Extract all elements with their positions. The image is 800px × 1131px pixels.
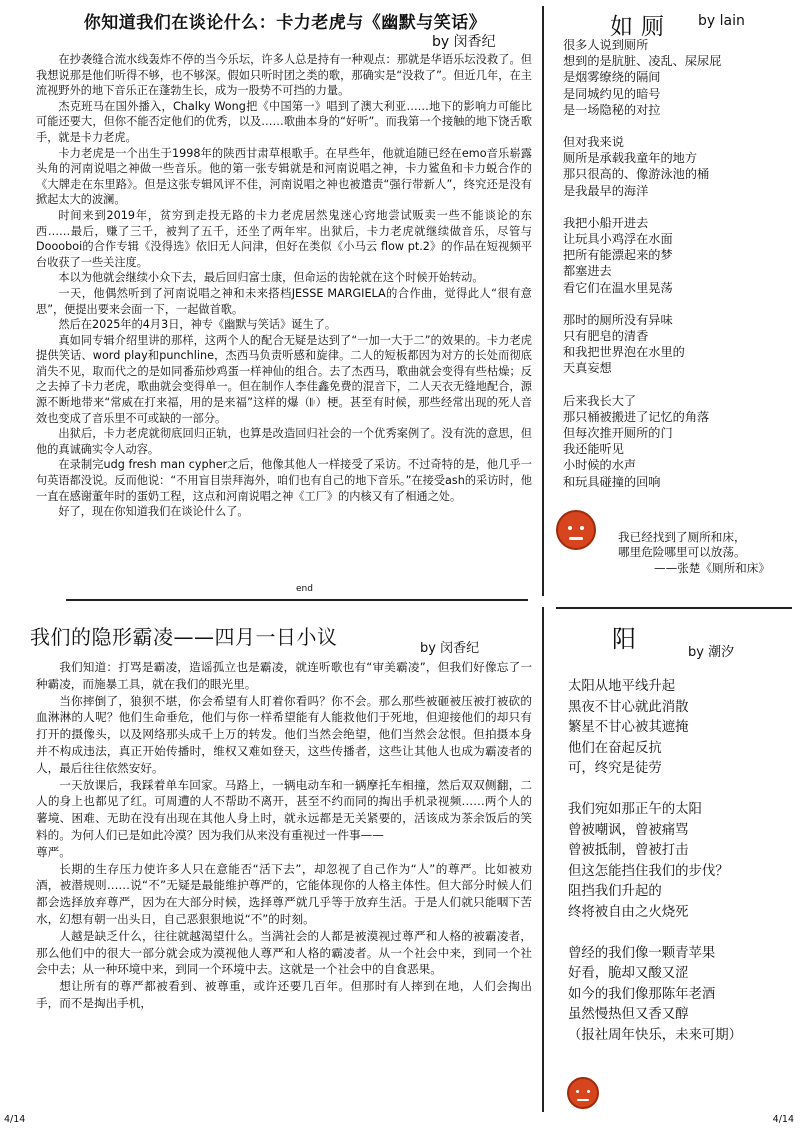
paragraph: 当你摔倒了，狼狈不堪，你会希望有人盯着你看吗？你不会。那么那些被砸被压被打被砍的血淋淋的人呢？他们生命垂危，他们与你一样希望能有人能救他们于死地，但迎接他们的却只有打开的摄像头，以及网络那头成千上万的转发。他们当然会绝望，他们当然会忿恨。但拍摄本身并不构成违法，真正开始传播时，维权又难如登天，这些传播者，这些让其他人也成为霸凌者的人，最后往往依然安好。 [36, 693, 532, 775]
poem1-body [563, 37, 795, 490]
poem-line: 但每次推开厕所的门 [563, 426, 673, 441]
poem-line: 和玩具碰撞的回响 [563, 474, 661, 489]
poem1-byline: by lain [698, 13, 745, 29]
paragraph: 好了，现在你知道我们在谈论什么了。 [58, 505, 249, 519]
poem-line: 我们宛如那正午的太阳 [568, 801, 702, 817]
poem-line: 是同城约见的暗号 [563, 86, 661, 101]
article1-byline: by 闵香纪 [432, 34, 496, 50]
quote-line: ——张楚《厕所和床》 [654, 560, 770, 575]
poem-line: （报社周年快乐，未来可期） [568, 1027, 743, 1043]
article1-title: 你知道我们在谈论什么：卡力老虎与《幽默与笑话》 [83, 13, 487, 33]
page-number-right: 4/14 [772, 1114, 794, 1125]
poem-line: 终将被自由之火烧死 [568, 904, 689, 920]
poem2-title: 阳 [612, 625, 636, 653]
article1-body [36, 52, 532, 520]
article2-byline: by 闵香纪 [420, 641, 480, 656]
poem-line: 只有肥皂的清香 [563, 329, 649, 344]
poem-line: 我还能听见 [563, 442, 624, 457]
article2-title: 我们的隐形霸凌——四月一日小议 [30, 625, 338, 649]
poem-line: 把所有能漂起来的梦 [563, 248, 673, 263]
poem-line: 想到的是肮脏、凌乱、屎尿屁 [563, 54, 722, 69]
poem-line: 曾经的我们像一颗青苹果 [568, 945, 716, 961]
poem1-title: 如厕 [610, 14, 672, 40]
poem-line: 黑夜不甘心就此消散 [568, 699, 689, 715]
poem-line: 都塞进去 [563, 264, 612, 279]
poem-line: 但对我来说 [563, 135, 624, 150]
stanza [563, 393, 795, 490]
poem-line: 那只桶被搬进了记忆的角落 [563, 409, 710, 424]
poem-line: 天真妄想 [563, 361, 612, 376]
poem-line: 那只很高的、像游泳池的桶 [563, 167, 710, 182]
poem-line: 让玩具小鸡浮在水面 [563, 232, 673, 247]
paragraph: 时间来到2019年，贫穷到走投无路的卡力老虎居然鬼迷心窍地尝试贩卖一些不能谈论的东西……最后，赚了三千，被判了五千，还坐了两年牢。出狱后，卡力老虎就继续做音乐，尽管与Doooboi的合作专辑《没得选》依旧无人问津，但好在类似《小马云 flow pt.2》的作品在短视频平台收获了一些关注度。 [36, 208, 532, 269]
poem-line: 但这怎能挡住我们的步伐？ [568, 863, 729, 879]
poem-line: 后来我长大了 [563, 393, 637, 408]
poem-line: 繁星不甘心被其遮掩 [568, 720, 689, 736]
poem-line: 他们在奋起反抗 [568, 740, 662, 756]
poem-line: 小时候的水声 [563, 458, 637, 473]
poem-line: 阻挡我们升起的 [568, 884, 662, 900]
poem2-byline: by 潮汐 [688, 645, 735, 660]
paragraph: 我们知道：打骂是霸凌，造谣孤立也是霸凌，就连听歌也有“审美霸凌”，但我们好像忘了一种霸凌，而施暴工具，就在我们的眼光里。 [36, 660, 532, 691]
poem-line: 厕所是承载我童年的地方 [563, 151, 698, 166]
poem-line: 和我把世界泡在水里的 [563, 345, 685, 360]
poem-line: 是一场隐秘的对拉 [563, 102, 661, 117]
quote-line: 哪里危险哪里可以放荡。 [618, 545, 746, 560]
paragraph: 真如同专辑介绍里讲的那样，这两个人的配合无疑是达到了“一加一大于二”的效果的。卡力老虎提供笑话、word play和punchline，杰西马负责听感和旋律。二人的短板都因为对方的长处而彻底消失不见，取而代之的是如同番茄炒鸡蛋一样神仙的组合。去了杰西马，歌曲就会变得有些枯燥；反之去掉了卡力老虎，歌曲就会变得单一。但在制作人李佳鑫免费的混音下，二人天衣无缝地配合，源源不断地带来“常威在打来福，用的是来福”这样的爆（𝄆）梗。甚至有时候，那些经常出现的死人音效也变成了音乐里不可或缺的一部分。 [36, 333, 532, 425]
poem-line: 很多人说到厕所 [563, 38, 649, 52]
vertical-divider-bottom [542, 607, 544, 1112]
paragraph: 在录制完udg fresh man cypher之后，他像其他人一样接受了采访。不过奇特的是，他几乎一句英语都没说。反而他说：“不用盲目崇拜海外，咱们也有自己的地下音乐。”在接受ash的采访时，他一直在感谢董年时的蛋奶工程，这点和河南说唱之神《工厂》的内核又有了相通之处。 [36, 458, 532, 503]
poem-line: 好看，脆却又酸又涩 [568, 966, 689, 982]
paragraph: 一天，他偶然听到了河南说唱之神和未来搭档JESSE MARGIELA的合作曲，觉得此人“很有意思”，便提出要来会面一下，一起做首歌。 [36, 286, 532, 316]
poem-line: 是我最早的海洋 [563, 183, 649, 198]
poem-line: 曾被抵制，曾被打击 [568, 843, 689, 859]
paragraph: 在抄袭缝合流水线轰炸不停的当今乐坛，许多人总是持有一种观点：那就是华语乐坛没救了。但我想说那是他们听得不够，也不够深。假如只听时团之类的歌，那确实是“没救了”。但近几年，在主流视野外的地下音乐正在蓬勃生长，成为一股势不可挡的力量。 [36, 53, 532, 98]
horizontal-divider-right [556, 607, 792, 609]
smiley-emoji-icon [567, 1077, 599, 1109]
poem1-quote [618, 530, 796, 576]
paragraph: 尊严。 [36, 844, 71, 859]
paragraph: 出狱后，卡力老虎就彻底回归正轨，也算是改造回归社会的一个优秀案例了。没有洗的意思，但他的真诚确实令人动容。 [36, 427, 532, 456]
paragraph: 想让所有的尊严都被看到、被尊重，或许还要几百年。但那时有人摔到在地，人们会掏出手，而不是掏出手机， [36, 979, 532, 1010]
paragraph: 长期的生存压力使许多人只在意能否“活下去”，却忽视了自己作为“人”的尊严。比如被劝酒，被潜规则……说“不”无疑是最能维护尊严的，它能体现你的人格主体性。但大部分时候人们都会选择放弃尊严，因为在大部分时候，选择尊严就几乎等于放弃生活。于是人们就只能咽下苦水，幻想有朝一出头日，自己恶狠狠地说“不”的时刻。 [36, 861, 532, 926]
stanza [563, 37, 795, 118]
poem-line: 虽然慢热但又香又醇 [568, 1007, 689, 1023]
horizontal-divider-left [66, 599, 528, 601]
stanza [568, 800, 796, 924]
paragraph: 人越是缺乏什么，往往就越渴望什么。当满社会的人都是被漠视过尊严和人格的被霸凌者，那么他们中的很大一部分就会成为漠视他人尊严和人格的霸凌者。从一个社会中来，到同一个社会中去；从一种环境中来，到同一个环境中去。这就是一个社会中的自食恶果。 [36, 928, 532, 977]
poem2-body [568, 677, 796, 1047]
poem-line: 可，终究是徒劳 [568, 761, 662, 777]
vertical-divider-top [542, 6, 544, 596]
paragraph: 然后在2025年的4月3日，神专《幽默与笑话》诞生了。 [58, 318, 337, 332]
poem-line: 看它们在温水里晃荡 [563, 280, 673, 295]
smiley-emoji-icon [556, 510, 596, 550]
quote-line: 我已经找到了厕所和床， [618, 530, 746, 544]
stanza [563, 215, 795, 296]
stanza [568, 677, 796, 780]
stanza [563, 134, 795, 199]
paragraph: 卡力老虎是一个出生于1998年的陕西甘肃草根歌手。在早些年，他就追随已经在emo音乐崭露头角的河南说唱之神做一些音乐。他的第一张专辑就是和河南说唱之神，卡力鲨鱼和卡力蜕合作的《大牌走在东里路》。但是这张专辑风评不佳，河南说唱之神也被遣责“强行带新人”，终究还是没有掀起太大的波澜。 [36, 146, 532, 207]
stanza [568, 944, 796, 1047]
poem-line: 太阳从地平线升起 [568, 679, 676, 694]
poem-line: 是烟雾缭绕的隔间 [563, 70, 661, 85]
paragraph: 一天放课后，我踩着单车回家。马路上，一辆电动车和一辆摩托车相撞，然后双双侧翻，二人的身上也都见了红。可周遭的人不帮助不离开，甚至不约而同的掏出手机录视频……两个人的薯境、困难、无助在没有出现在其他人身上时，就永远都是无关紧要的，活该成为茶余饭后的笑料的。为何人们已是如此冷漠？因为我们从来没有重视过一件事—— [36, 777, 532, 842]
poem-line: 曾被嘲讽，曾被痛骂 [568, 822, 689, 838]
poem-line: 那时的厕所没有异味 [563, 312, 673, 327]
article2-body [36, 659, 532, 1012]
end-mark: end [296, 584, 313, 594]
page-number-left: 4/14 [4, 1114, 26, 1125]
poem-line: 如今的我们像那陈年老酒 [568, 986, 716, 1002]
stanza [563, 312, 795, 377]
paragraph: 本以为他就会继续小众下去，最后回归富士康，但命运的齿轮就在这个时候开始转动。 [58, 271, 484, 285]
poem-line: 我把小船开进去 [563, 215, 649, 230]
paragraph: 杰克班马在国外播入，Chalky Wong把《中国第一》唱到了澳大利亚……地下的影响力可能比可能还要大，但你不能否定他们的优秀，以及……歌曲本身的“好听”。而我第一个接触的地下饶舌歌手，就是卡力老虎。 [36, 99, 532, 144]
